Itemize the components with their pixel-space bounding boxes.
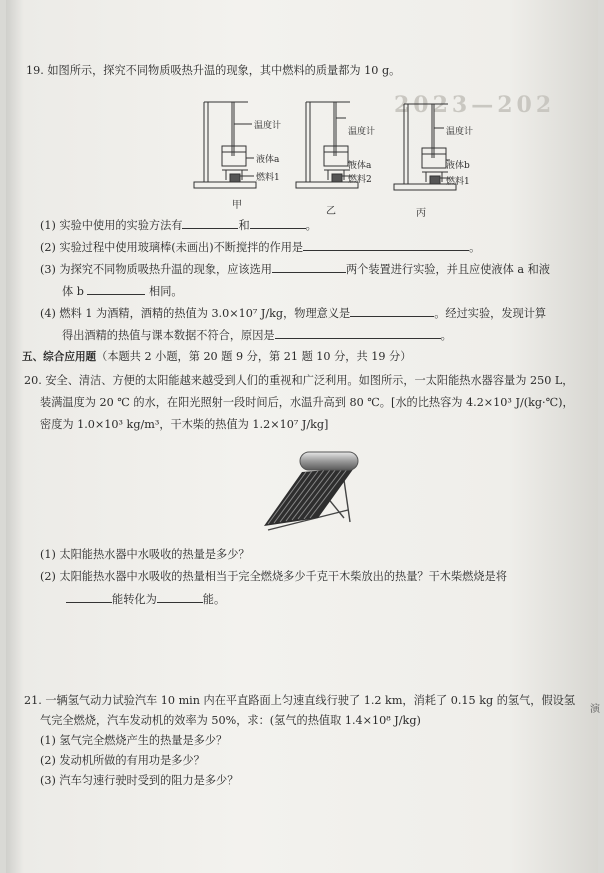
q20-energy-from: 能转化为 <box>112 593 157 606</box>
q20-energy-to: 能。 <box>202 593 226 606</box>
q19-part1-and: 和 <box>238 219 250 232</box>
water-tank <box>300 452 358 470</box>
q20-blank-1[interactable] <box>66 592 112 603</box>
q20-sub-2-cont <box>66 592 225 607</box>
q19-blank-1[interactable] <box>182 218 238 229</box>
yi-liquid-label: 液体a <box>348 161 372 171</box>
bing-liquid-label: 液体b <box>446 161 470 171</box>
bleed-through-text: 2023—202 <box>394 92 556 118</box>
q19-part4-reason: 得出酒精的热值与课本数据不符合，原因是 <box>62 329 275 342</box>
apparatus-jia <box>194 102 256 188</box>
q19-part3-text: (3) 为探究不同物质吸热升温的现象，应该选用 <box>40 263 272 276</box>
q19-blank-4[interactable] <box>272 262 346 273</box>
vacuum-tubes <box>264 468 354 526</box>
jia-fuel-label: 燃料1 <box>256 173 280 183</box>
yi-fuel-label: 燃料2 <box>348 175 372 185</box>
q21-line-2: 气完全燃烧，汽车发动机的效率为 50%，求：(氢气的热值取 1.4×10⁸ J/kg) <box>40 714 421 727</box>
caption-jia: 甲 <box>232 200 242 211</box>
q20-blank-2[interactable] <box>157 592 203 603</box>
q19-part4-cont <box>62 328 452 343</box>
solar-water-heater-image <box>258 446 362 534</box>
q19-blank-6[interactable] <box>350 306 434 317</box>
jia-thermometer-label: 温度计 <box>254 121 282 131</box>
q21-sub-3: (3) 汽车匀速行驶时受到的阻力是多少？ <box>40 774 239 787</box>
q19-part4-end: 。 <box>440 329 452 342</box>
q19-part3-cont <box>62 284 183 299</box>
q20-line-1: 20. 安全、清洁、方便的太阳能越来越受到人们的重视和广泛利用。如图所示，一太阳能热水器容量为 250 L， <box>24 374 574 387</box>
q19-part4-mid: 。经过实验，发现计算 <box>434 307 547 320</box>
section-5-note: （本题共 2 小题，第 20 题 9 分，第 21 题 10 分，共 19 分） <box>96 350 412 363</box>
q19-part2-text: (2) 实验过程中使用玻璃棒(未画出)不断搅拌的作用是 <box>40 241 304 254</box>
q20-sub-2: (2) 太阳能热水器中水吸收的热量相当于完全燃烧多少千克干木柴放出的热量？干木柴燃烧是将 <box>40 570 507 583</box>
q19-part3-liquid: 体 b <box>62 285 84 298</box>
q20-line-2: 装满温度为 20 ℃ 的水，在阳光照射一段时间后，水温升高到 80 ℃。[水的比热容为 4.2×10³ J/(kg·℃)， <box>40 396 574 409</box>
q19-part1-text: (1) 实验中使用的实验方法有 <box>40 219 183 232</box>
bing-thermometer-label: 温度计 <box>446 127 474 137</box>
q19-part1-end: 。 <box>305 219 317 232</box>
q19-apparatus-figure <box>186 96 486 216</box>
q21-sub-1: (1) 氢气完全燃烧产生的热量是多少？ <box>40 734 228 747</box>
exam-sheet <box>6 0 598 873</box>
yi-thermometer-label: 温度计 <box>348 127 376 137</box>
q19-part3-end: 相同。 <box>149 285 183 298</box>
q19-part1 <box>40 218 317 233</box>
q19-part2-end: 。 <box>469 241 481 254</box>
q19-blank-3[interactable] <box>303 240 469 251</box>
edge-character: 演 <box>590 704 600 715</box>
section-5-header <box>22 350 411 364</box>
q19-part4 <box>40 306 546 321</box>
q20-sub-1: (1) 太阳能热水器中水吸收的热量是多少？ <box>40 548 250 561</box>
q21-sub-2: (2) 发动机所做的有用功是多少？ <box>40 754 205 767</box>
q19-blank-7[interactable] <box>275 328 441 339</box>
q19-blank-5[interactable] <box>87 284 145 295</box>
jia-liquid-label: 液体a <box>256 155 280 165</box>
q19-part2 <box>40 240 480 255</box>
bing-fuel-label: 燃料1 <box>446 177 470 187</box>
q19-stem: 19. 如图所示，探究不同物质吸热升温的现象，其中燃料的质量都为 10 g。 <box>26 64 401 77</box>
section-5-title: 五、综合应用题 <box>22 351 97 363</box>
q21-line-1: 21. 一辆氢气动力试验汽车 10 min 内在平直路面上匀速直线行驶了 1.2 km，消耗了 0.15 kg 的氢气，假设氢 <box>24 694 576 707</box>
q19-part4-text: (4) 燃料 1 为酒精，酒精的热值为 3.0×10⁷ J/kg，物理意义是 <box>40 307 351 320</box>
caption-yi: 乙 <box>326 206 336 217</box>
q20-line-3: 密度为 1.0×10³ kg/m³，干木柴的热值为 1.2×10⁷ J/kg] <box>40 418 329 431</box>
q19-part3 <box>40 262 550 277</box>
caption-bing: 丙 <box>416 208 426 219</box>
q19-part3-mid: 两个装置进行实验，并且应使液体 a 和液 <box>345 263 550 276</box>
q19-blank-2[interactable] <box>250 218 306 229</box>
